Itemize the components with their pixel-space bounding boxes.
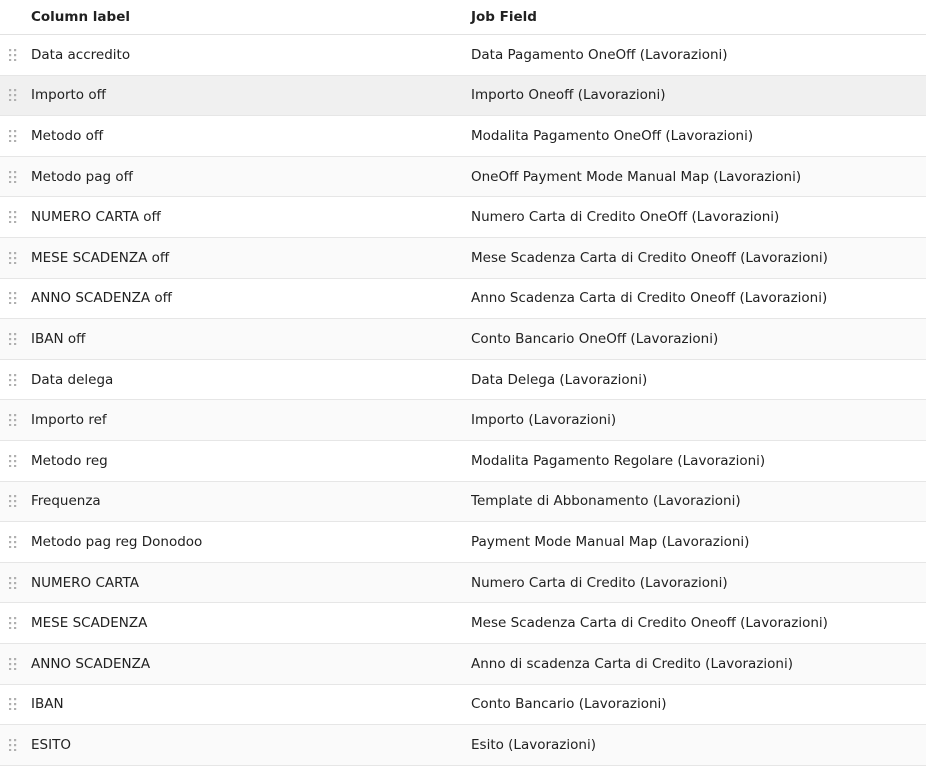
table-row[interactable] bbox=[0, 319, 926, 360]
job-field-cell: Modalita Pagamento OneOff (Lavorazioni) bbox=[471, 127, 754, 144]
table-row[interactable] bbox=[0, 441, 926, 482]
job-field-cell: Mese Scadenza Carta di Credito Oneoff (Lavorazioni) bbox=[471, 249, 828, 266]
column-label-cell: Frequenza bbox=[31, 493, 101, 510]
drag-handle-icon[interactable] bbox=[0, 35, 31, 75]
job-field-cell: Data Pagamento OneOff (Lavorazioni) bbox=[471, 46, 728, 63]
column-label-cell: Metodo off bbox=[31, 127, 104, 144]
column-label-cell: MESE SCADENZA off bbox=[31, 249, 170, 266]
drag-handle-icon[interactable] bbox=[0, 360, 31, 400]
header-job-field[interactable]: Job Field bbox=[471, 9, 537, 25]
drag-handle-icon[interactable] bbox=[0, 482, 31, 522]
drag-handle-icon[interactable] bbox=[0, 116, 31, 156]
drag-handle-icon[interactable] bbox=[0, 441, 31, 481]
job-field-cell: OneOff Payment Mode Manual Map (Lavorazioni) bbox=[471, 168, 802, 185]
column-label-cell: IBAN off bbox=[31, 330, 86, 347]
drag-handle-icon[interactable] bbox=[0, 685, 31, 725]
column-label-cell: Metodo reg bbox=[31, 452, 108, 469]
column-label-cell: Importo off bbox=[31, 87, 106, 104]
job-field-cell: Payment Mode Manual Map (Lavorazioni) bbox=[471, 533, 750, 550]
job-field-cell: Importo (Lavorazioni) bbox=[471, 412, 617, 429]
drag-handle-icon[interactable] bbox=[0, 197, 31, 237]
table-row[interactable] bbox=[0, 76, 926, 117]
table-row[interactable] bbox=[0, 685, 926, 726]
drag-handle-icon[interactable] bbox=[0, 725, 31, 765]
table-row[interactable] bbox=[0, 360, 926, 401]
column-label-cell: Data accredito bbox=[31, 46, 131, 63]
table-body bbox=[0, 35, 926, 766]
table-row[interactable] bbox=[0, 400, 926, 441]
drag-handle-icon[interactable] bbox=[0, 603, 31, 643]
column-label-cell: Metodo pag reg Donodoo bbox=[31, 533, 203, 550]
job-field-cell: Esito (Lavorazioni) bbox=[471, 736, 596, 753]
drag-handle-icon[interactable] bbox=[0, 563, 31, 603]
table-row[interactable] bbox=[0, 116, 926, 157]
job-field-cell: Data Delega (Lavorazioni) bbox=[471, 371, 648, 388]
column-label-cell: NUMERO CARTA bbox=[31, 574, 139, 591]
column-label-cell: IBAN bbox=[31, 696, 64, 713]
table-row[interactable] bbox=[0, 482, 926, 523]
job-field-cell: Anno Scadenza Carta di Credito Oneoff (Lavorazioni) bbox=[471, 290, 828, 307]
drag-handle-icon[interactable] bbox=[0, 279, 31, 319]
drag-handle-icon[interactable] bbox=[0, 644, 31, 684]
header-column-label[interactable]: Column label bbox=[31, 9, 130, 25]
job-field-cell: Numero Carta di Credito OneOff (Lavorazioni) bbox=[471, 209, 780, 226]
job-field-cell: Conto Bancario OneOff (Lavorazioni) bbox=[471, 330, 719, 347]
column-label-cell: ANNO SCADENZA off bbox=[31, 290, 172, 307]
table-header bbox=[0, 0, 926, 35]
column-label-cell: Metodo pag off bbox=[31, 168, 133, 185]
drag-handle-icon[interactable] bbox=[0, 522, 31, 562]
job-field-cell: Numero Carta di Credito (Lavorazioni) bbox=[471, 574, 728, 591]
column-label-cell: ANNO SCADENZA bbox=[31, 655, 151, 672]
table-row[interactable] bbox=[0, 522, 926, 563]
drag-handle-icon[interactable] bbox=[0, 319, 31, 359]
job-field-cell: Template di Abbonamento (Lavorazioni) bbox=[471, 493, 741, 510]
table-row[interactable] bbox=[0, 603, 926, 644]
table-row[interactable] bbox=[0, 197, 926, 238]
table-row[interactable] bbox=[0, 563, 926, 604]
job-field-cell: Mese Scadenza Carta di Credito Oneoff (Lavorazioni) bbox=[471, 615, 828, 632]
table-row[interactable] bbox=[0, 725, 926, 766]
column-label-cell: Data delega bbox=[31, 371, 114, 388]
table-row[interactable] bbox=[0, 238, 926, 279]
table-row[interactable] bbox=[0, 157, 926, 198]
job-field-cell: Anno di scadenza Carta di Credito (Lavorazioni) bbox=[471, 655, 793, 672]
table-row[interactable] bbox=[0, 644, 926, 685]
job-field-cell: Conto Bancario (Lavorazioni) bbox=[471, 696, 667, 713]
table-row[interactable] bbox=[0, 279, 926, 320]
column-label-cell: NUMERO CARTA off bbox=[31, 209, 161, 226]
drag-handle-icon[interactable] bbox=[0, 238, 31, 278]
table-row[interactable] bbox=[0, 35, 926, 76]
job-field-cell: Importo Oneoff (Lavorazioni) bbox=[471, 87, 666, 104]
job-field-cell: Modalita Pagamento Regolare (Lavorazioni) bbox=[471, 452, 766, 469]
drag-handle-icon[interactable] bbox=[0, 157, 31, 197]
drag-handle-icon[interactable] bbox=[0, 400, 31, 440]
column-label-cell: ESITO bbox=[31, 736, 71, 753]
drag-handle-icon[interactable] bbox=[0, 76, 31, 116]
column-label-cell: Importo ref bbox=[31, 412, 107, 429]
column-label-cell: MESE SCADENZA bbox=[31, 615, 148, 632]
